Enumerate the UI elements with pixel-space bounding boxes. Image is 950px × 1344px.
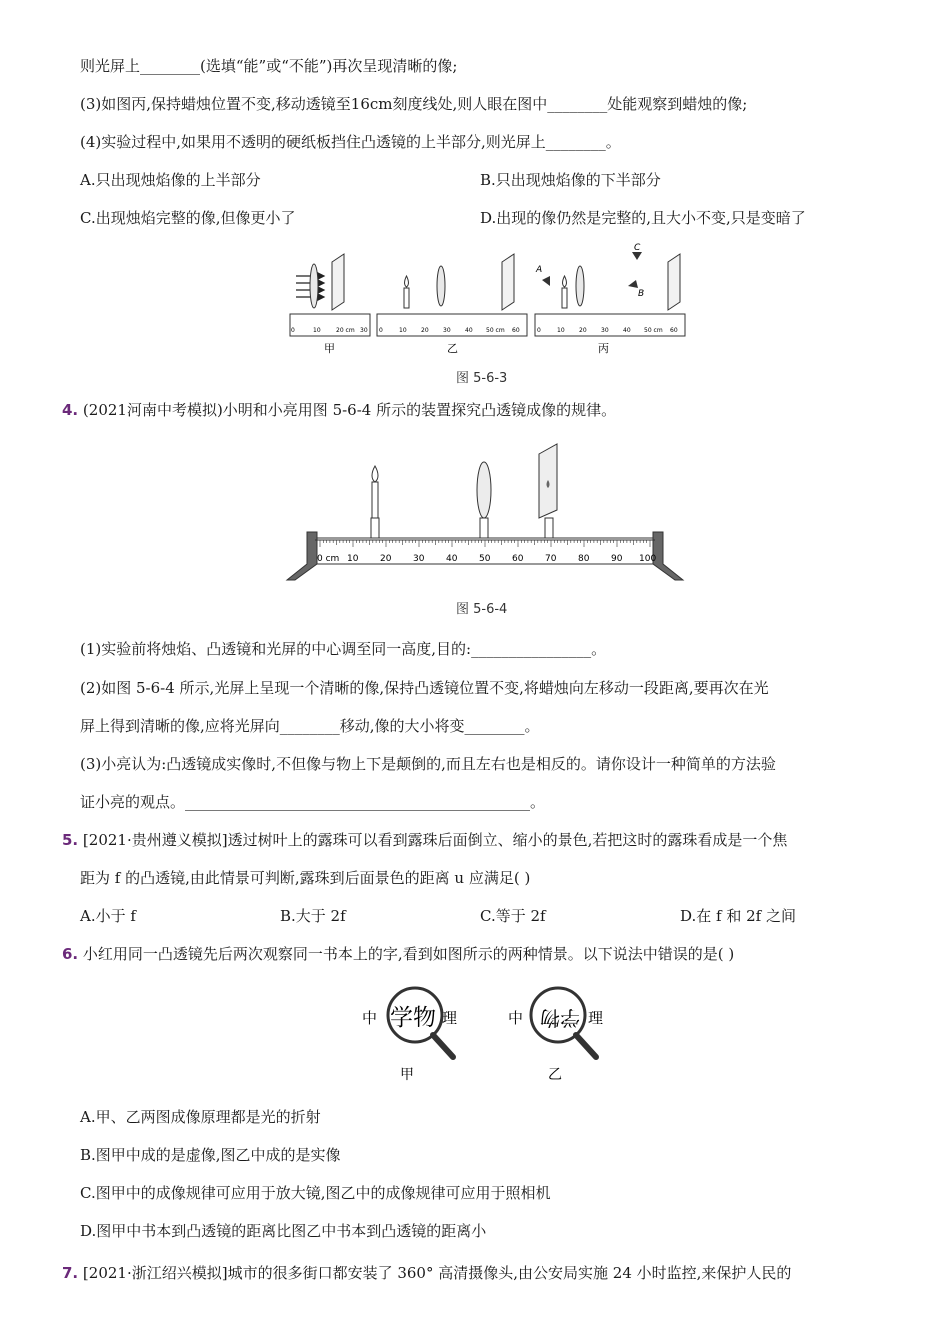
- ruler-tick-label: 10: [399, 327, 407, 334]
- question-stem: 小红用同一凸透镜先后两次观察同一书本上的字,看到如图所示的两种情景。以下说法中错误的是( ): [82, 945, 735, 963]
- question-5: [62, 829, 787, 851]
- point-label-a: A: [536, 265, 543, 275]
- panel-label-yi: 乙: [447, 342, 458, 355]
- ruler-tick-label: 0: [291, 327, 295, 334]
- eye-icon: [632, 252, 642, 260]
- inverted-word: 学物: [540, 1006, 580, 1030]
- ruler-tick-label: 30: [413, 554, 425, 564]
- ruler-tick-label: 50 cm: [644, 327, 663, 334]
- ruler-tick-label: 60: [512, 554, 524, 564]
- ruler-tick-label: 20: [421, 327, 429, 334]
- figure-5-6-4-caption: 图 5-6-4: [456, 602, 508, 617]
- light-screen: [332, 254, 344, 310]
- convex-lens: [437, 266, 445, 306]
- ruler-tick-label: 80: [578, 554, 590, 564]
- q6-option-b: B.图甲中成的是虚像,图乙中成的是实像: [80, 1146, 341, 1164]
- magnifier-jia: [362, 988, 457, 1083]
- ruler-tick-label: 40: [623, 327, 631, 334]
- q3-line-1: 则光屏上________(选填“能”或“不能”)再次呈现清晰的像;: [80, 57, 458, 75]
- figure-5-6-3: [280, 240, 690, 365]
- ruler-tick-label: 30: [601, 327, 609, 334]
- candle: [404, 276, 409, 308]
- candle: [562, 276, 567, 308]
- word: 中: [508, 1009, 524, 1027]
- candle: [371, 466, 379, 538]
- q6-option-a: A.甲、乙两图成像原理都是光的折射: [80, 1108, 321, 1126]
- point-label-b: B: [638, 289, 645, 299]
- convex-lens: [310, 264, 318, 308]
- q5-option-c: C.等于 2f: [480, 907, 546, 925]
- ruler-tick-label: 10: [347, 554, 359, 564]
- ruler-tick-label: 20: [380, 554, 392, 564]
- panel-label-jia: 甲: [324, 342, 335, 355]
- ruler-tick-label: 30: [443, 327, 451, 334]
- question-stem-line-1: [2021·贵州遵义模拟]透过树叶上的露珠可以看到露珠后面倒立、缩小的景色,若把这时的露珠看成是一个焦: [82, 831, 788, 849]
- question-stem-line-2: 距为 f 的凸透镜,由此情景可判断,露珠到后面景色的距离 u 应满足( ): [80, 869, 531, 887]
- light-screen: [539, 444, 557, 538]
- q3-option-b: B.只出现烛焰像的下半部分: [480, 171, 661, 189]
- question-number: 5.: [62, 831, 79, 849]
- light-screen: [502, 254, 514, 310]
- eye-icon: [542, 276, 550, 286]
- ruler-tick-label: 50: [479, 554, 491, 564]
- panel-label-yi: 乙: [548, 1067, 562, 1083]
- ruler-tick-label: 40: [446, 554, 458, 564]
- q3-option-d: D.出现的像仍然是完整的,且大小不变,只是变暗了: [480, 209, 806, 227]
- optical-bench-ruler: [290, 314, 370, 336]
- q6-option-c: C.图甲中的成像规律可应用于放大镜,图乙中的成像规律可应用于照相机: [80, 1184, 551, 1202]
- figure-magnifier: [350, 985, 620, 1085]
- ruler-tick-label: 100: [639, 554, 657, 564]
- figure-5-6-3-caption: 图 5-6-3: [456, 371, 508, 386]
- ruler-tick-label: 60: [670, 327, 678, 334]
- ruler-tick-label: 10: [313, 327, 321, 334]
- ruler-tick-label: 0 cm: [317, 554, 340, 564]
- q5-option-b: B.大于 2f: [280, 907, 346, 925]
- question-6: [62, 943, 734, 965]
- ruler-tick-label: 70: [545, 554, 557, 564]
- figure-5-6-4: [285, 440, 685, 585]
- q6-option-d: D.图甲中书本到凸透镜的距离比图乙中书本到凸透镜的距离小: [80, 1222, 487, 1240]
- panel-label-bing: 丙: [598, 342, 609, 355]
- q3-option-a: A.只出现烛焰像的上半部分: [80, 171, 261, 189]
- panel-jia: [290, 254, 370, 355]
- ruler-tick-label: 60: [512, 327, 520, 334]
- word: 理: [588, 1009, 604, 1027]
- light-screen: [668, 254, 680, 310]
- question-number: 6.: [62, 945, 79, 963]
- q3-sub-3: (3)如图丙,保持蜡烛位置不变,移动透镜至16cm刻度线处,则人眼在图中________处能观察到蜡烛的像;: [80, 95, 748, 113]
- q4-sub-2-line-2: 屏上得到清晰的像,应将光屏向________移动,像的大小将变________。: [80, 717, 540, 735]
- word: 理: [442, 1009, 458, 1027]
- convex-lens: [576, 266, 584, 306]
- question-number: 7.: [62, 1264, 79, 1282]
- magnified-word: 学物: [390, 1005, 436, 1031]
- q4-sub-2-line-1: (2)如图 5-6-4 所示,光屏上呈现一个清晰的像,保持凸透镜位置不变,将蜡烛向左移动一段距离,要再次在光: [80, 679, 769, 697]
- ruler-tick-label: 30: [360, 327, 368, 334]
- ruler-tick-label: 50 cm: [486, 327, 505, 334]
- panel-bing: [535, 243, 685, 355]
- magnifier-yi: [508, 988, 603, 1083]
- question-stem: [2021·浙江绍兴模拟]城市的很多街口都安装了 360° 高清摄像头,由公安局实施 24 小时监控,来保护人民的: [82, 1264, 792, 1282]
- convex-lens: [477, 462, 491, 538]
- q3-sub-4: (4)实验过程中,如果用不透明的硬纸板挡住凸透镜的上半部分,则光屏上________。: [80, 133, 621, 151]
- ruler-tick-label: 20: [579, 327, 587, 334]
- q5-option-d: D.在 f 和 2f 之间: [680, 907, 796, 925]
- panel-label-jia: 甲: [400, 1067, 414, 1083]
- eye-icon: [628, 280, 638, 288]
- question-stem: (2021河南中考模拟)小明和小亮用图 5-6-4 所示的装置探究凸透镜成像的规律。: [82, 401, 617, 419]
- q5-option-a: A.小于 f: [80, 907, 136, 925]
- point-label-c: C: [634, 243, 641, 253]
- q4-sub-1: (1)实验前将烛焰、凸透镜和光屏的中心调至同一高度,目的:________________。: [80, 640, 607, 658]
- panel-yi: [377, 254, 527, 355]
- ruler-tick-label: 40: [465, 327, 473, 334]
- ruler-tick-label: 90: [611, 554, 623, 564]
- q3-option-c: C.出现烛焰完整的像,但像更小了: [80, 209, 296, 227]
- question-4: [62, 399, 616, 421]
- question-7: [62, 1262, 791, 1284]
- question-number: 4.: [62, 401, 79, 419]
- ruler-tick-label: 0: [537, 327, 541, 334]
- q4-sub-3-line-2: 证小亮的观点。______________________________________________。: [80, 793, 546, 811]
- word: 中: [362, 1009, 378, 1027]
- ruler-tick-label: 10: [557, 327, 565, 334]
- q4-sub-3-line-1: (3)小亮认为:凸透镜成实像时,不但像与物上下是颠倒的,而且左右也是相反的。请你设计一种简单的方法验: [80, 755, 776, 773]
- ruler-tick-label: 0: [379, 327, 383, 334]
- ruler-tick-label: 20 cm: [336, 327, 355, 334]
